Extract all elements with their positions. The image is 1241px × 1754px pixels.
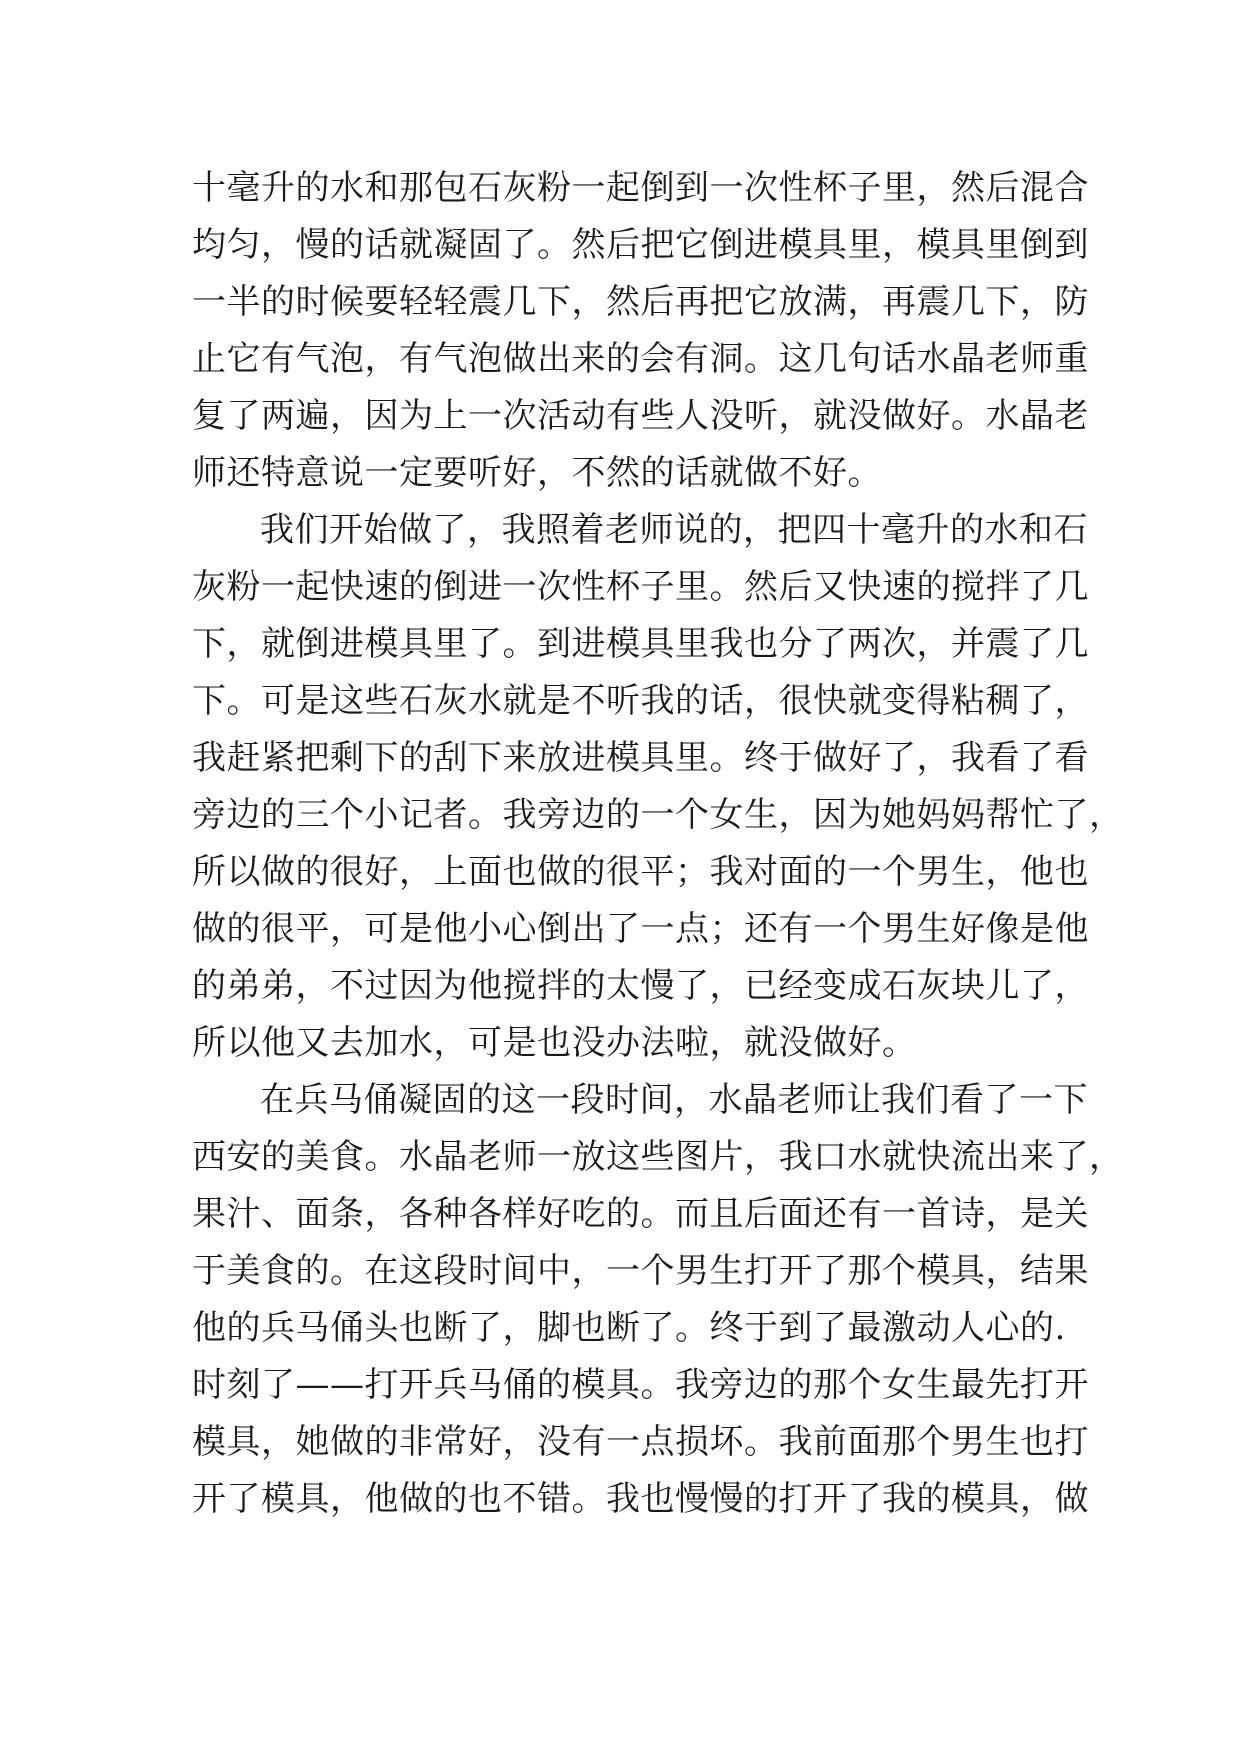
text-line: 止它有气泡，有气泡做出来的会有洞。这几句话水晶老师重: [192, 339, 1089, 379]
body-text: [192, 160, 1124, 1528]
text-line: 他的兵马俑头也断了，脚也断了。终于到了最激动人心的.: [192, 1308, 1066, 1348]
text-line: 师还特意说一定要听好，不然的话就做不好。: [192, 453, 882, 493]
text-line: 所以做的很好，上面也做的很平；我对面的一个男生，他也: [192, 852, 1089, 892]
text-line: 西安的美食。水晶老师一放这些图片，我口水就快流出来了，: [192, 1137, 1124, 1177]
text-line: 旁边的三个小记者。我旁边的一个女生，因为她妈妈帮忙了，: [192, 795, 1124, 835]
text-line: 复了两遍，因为上一次活动有些人没听，就没做好。水晶老: [192, 396, 1089, 436]
text-line: 均匀，慢的话就凝固了。然后把它倒进模具里，模具里倒到: [192, 225, 1089, 265]
text-line: 果汁、面条，各种各样好吃的。而且后面还有一首诗，是关: [192, 1194, 1089, 1234]
text-line: 做的很平，可是他小心倒出了一点；还有一个男生好像是他: [192, 909, 1089, 949]
text-line: 在兵马俑凝固的这一段时间，水晶老师让我们看了一下: [260, 1080, 1088, 1120]
text-line: 于美食的。在这段时间中，一个男生打开了那个模具，结果: [192, 1251, 1089, 1291]
text-line: 的弟弟，不过因为他搅拌的太慢了，已经变成石灰块儿了，: [192, 966, 1089, 1006]
text-line: 下。可是这些石灰水就是不听我的话，很快就变得粘稠了，: [192, 681, 1089, 721]
text-line: 灰粉一起快速的倒进一次性杯子里。然后又快速的搅拌了几: [192, 567, 1089, 607]
text-line: 下，就倒进模具里了。到进模具里我也分了两次，并震了几: [192, 624, 1089, 664]
text-line: 模具，她做的非常好，没有一点损坏。我前面那个男生也打: [192, 1422, 1089, 1462]
text-line: 时刻了——打开兵马俑的模具。我旁边的那个女生最先打开: [192, 1365, 1089, 1405]
text-line: 我赶紧把剩下的刮下来放进模具里。终于做好了，我看了看: [192, 738, 1089, 778]
text-line: 开了模具，他做的也不错。我也慢慢的打开了我的模具，做: [192, 1479, 1089, 1519]
text-line: 一半的时候要轻轻震几下，然后再把它放满，再震几下，防: [192, 282, 1089, 322]
text-line: 我们开始做了，我照着老师说的，把四十毫升的水和石: [260, 510, 1088, 550]
text-line: 十毫升的水和那包石灰粉一起倒到一次性杯子里，然后混合: [192, 168, 1089, 208]
text-line: 所以他又去加水，可是也没办法啦，就没做好。: [192, 1023, 917, 1063]
